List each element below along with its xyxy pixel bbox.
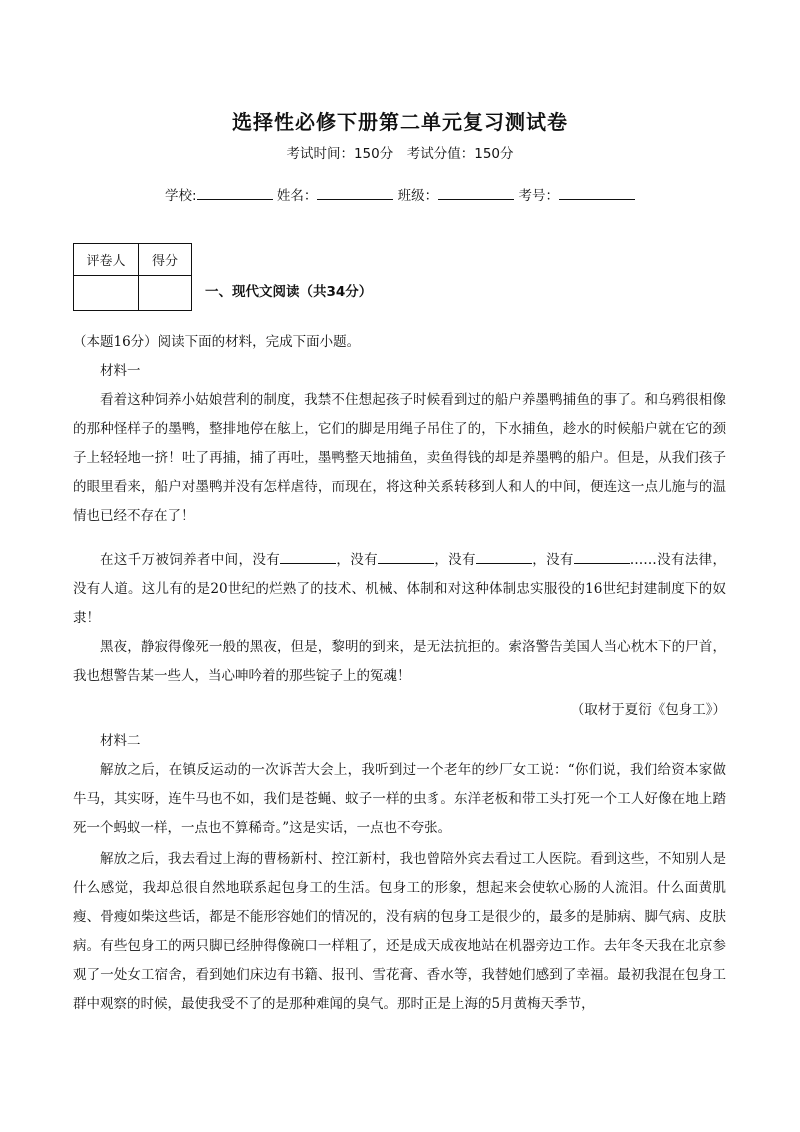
class-blank xyxy=(438,187,514,200)
p2-text-4: ，没有 xyxy=(531,552,574,568)
p2-text-5: ……没有法律，没有人道。这儿有的是20世纪的烂熟了的技术、机械、体制和对这种体制忠实服役的16世纪封建制度下的奴隶！ xyxy=(73,552,727,626)
material1-paragraph3: 黑夜，静寂得像死一般的黑夜，但是，黎明的到来，是无法抗拒的。索洛警告美国人当心枕木下的尸首，我也想警告某一些人，当心呻吟着的那些锭子上的冤魂！ xyxy=(73,639,726,684)
grader-cell xyxy=(74,276,139,311)
grader-header: 评卷人 xyxy=(74,244,139,276)
score-table xyxy=(73,243,192,311)
fill-blank-3 xyxy=(476,552,532,564)
school-label: 学校: xyxy=(165,188,197,204)
name-label: 姓名： xyxy=(276,188,318,204)
material2-paragraph1: 解放之后，在镇反运动的一次诉苦大会上，我听到过一个老年的纱厂女工说：“你们说，我们给资本家做牛马，其实呀，连牛马也不如，我们是苍蝇、蚊子一样的虫豸。东洋老板和带工头打死一个工人好像在地上踏死一个蚂蚁一样，一点也不算稀奇。”这是实话，一点也不夸张。 xyxy=(73,762,726,836)
section-title: 一、现代文阅读（共34分） xyxy=(205,284,373,300)
fill-blank-4 xyxy=(574,552,630,564)
score-header: 得分 xyxy=(139,244,192,276)
material1-source: （取材于夏衍《包身工》） xyxy=(570,702,726,718)
material1-paragraph1: 看着这种饲养小姑娘营利的制度，我禁不住想起孩子时候看到过的船户养墨鸭捕鱼的事了。和乌鸦很相像的那种怪样子的墨鸭，整排地停在舷上，它们的脚是用绳子吊住了的，下水捕鱼，趁水的时候船户就在它的颈子上轻轻地一挤！吐了再捕，捕了再吐，墨鸭整天地捕鱼，卖鱼得钱的却是养墨鸭的船户。但是，从我们孩子的眼里看来，船户对墨鸭并没有怎样虐待，而现在，将这种关系转移到人和人的中间，便连这一点儿施与的温情也已经不存在了！ xyxy=(73,392,726,524)
exam-number-blank xyxy=(559,187,635,200)
page-title: 选择性必修下册第二单元复习测试卷 xyxy=(232,110,568,134)
fill-blank-1 xyxy=(280,552,336,564)
school-blank xyxy=(197,187,273,200)
question-intro: （本题16分）阅读下面的材料，完成下面小题。 xyxy=(73,334,361,350)
score-cell xyxy=(139,276,192,311)
material2-label: 材料二 xyxy=(100,733,141,749)
p2-text-1: 在这千万被饲养者中间，没有 xyxy=(100,552,281,568)
material1-paragraph2 xyxy=(73,546,726,633)
exam-number-label: 考号： xyxy=(518,188,559,204)
name-blank xyxy=(317,187,393,200)
fill-blank-2 xyxy=(378,552,434,564)
p2-text-3: ，没有 xyxy=(433,552,476,568)
p2-text-2: ，没有 xyxy=(336,552,378,568)
material1-label: 材料一 xyxy=(100,363,141,379)
exam-info: 考试时间：150分 考试分值：150分 xyxy=(286,146,514,162)
class-label: 班级： xyxy=(397,188,439,204)
student-info-line xyxy=(0,184,800,204)
material2-paragraph2: 解放之后，我去看过上海的曹杨新村、控江新村，我也曾陪外宾去看过工人医院。看到这些，不知别人是什么感觉，我却总很自然地联系起包身工的生活。包身工的形象，想起来会使软心肠的人流泪。什么面黄肌瘦、骨瘦如柴这些话，都是不能形容她们的情况的，没有病的包身工是很少的，最多的是肺病、脚气病、皮肤病。有些包身工的两只脚已经肿得像碗口一样粗了，还是成天成夜地站在机器旁边工作。去年冬天我在北京参观了一处女工宿舍，看到她们床边有书籍、报刊、雪花膏、香水等，我替她们感到了幸福。最初我混在包身工群中观察的时候，最使我受不了的是那种难闻的臭气。那时正是上海的5月黄梅天季节， xyxy=(73,851,726,1012)
